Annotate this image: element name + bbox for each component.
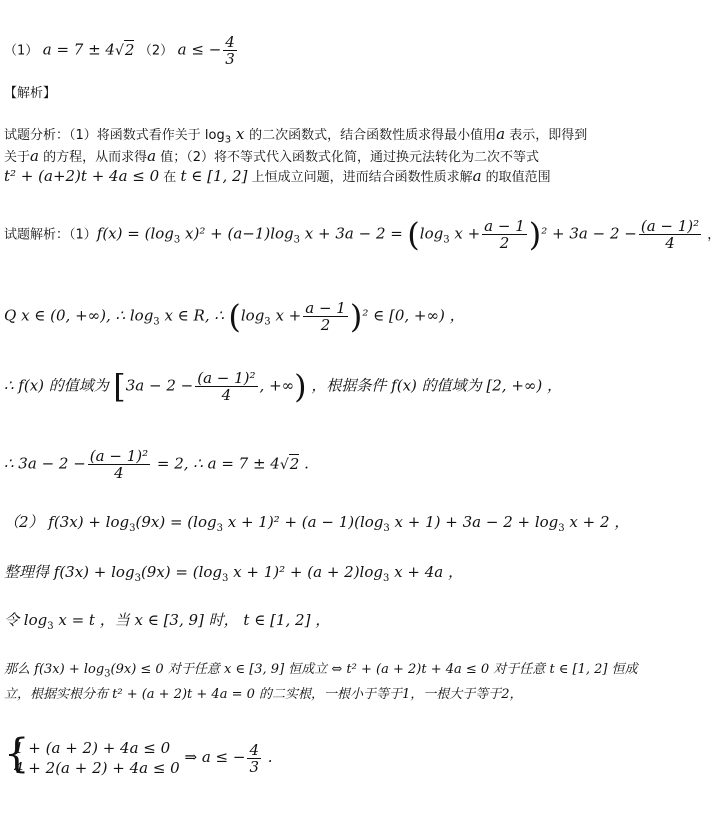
system-brace: { 1 + (a + 2) + 4a ≤ 0 4 + 2(a + 2) + 4a ≤ 0 bbox=[4, 731, 180, 777]
system-row-1: 1 + (a + 2) + 4a ≤ 0 bbox=[14, 739, 171, 757]
sqrt-symbol: √2 bbox=[279, 454, 300, 473]
answer-part2-label: （2） bbox=[138, 43, 174, 59]
answer-fraction: $\frac{4}{3}$ bbox=[225, 33, 235, 68]
fraction: $\frac{a - 1}{2}$ bbox=[305, 299, 346, 334]
solution-line-5: （2） $f(3x) + \log_3(9x) = (\log_3$ $x + 1)^2 + (a - 1)(\log_3$ $x + 1) + 3a - 2 + \log_3 x + 2$ ， bbox=[4, 513, 630, 534]
solution-line-3: ∴ f(x) 的值域为 [3a − 2 − $\frac{\text{(a − 1)²}}{4}$ , +∞) ，根据条件 f(x) 的值域为 [2, +∞) ， bbox=[4, 367, 563, 406]
answer-line bbox=[4, 34, 239, 67]
fraction: $\frac{\text{(a − 1)²}}{4}$ bbox=[640, 217, 700, 252]
answer-part1-label: （1） bbox=[4, 43, 39, 59]
analysis-line-2: 关于a 的方程，从而求得a 值；（2）将不等式代入函数式化简，通过换元法转化为二次不等式 bbox=[4, 147, 539, 165]
left-paren: ( bbox=[407, 215, 420, 254]
right-paren: ) bbox=[528, 215, 542, 254]
fraction: $\frac{a - 1}{2}$ bbox=[484, 217, 525, 252]
analysis-line-1: 试题分析：（1）将函数式看作关于 $\log_3 x$ 的二次函数式，结合函数性质求得最小值用a 表示，即得到 bbox=[4, 125, 588, 146]
answer-part1-expr: a = 7 ± 4 bbox=[42, 40, 115, 59]
analysis-line-3: t² + (a+2)t + 4a ≤ 0 在 t ∈ [1, 2] 上恒成立问题，进而结合函数性质求解a 的取值范围 bbox=[4, 167, 551, 185]
solution-line-4: ∴ 3a − 2 − $\frac{\text{(a − 1)²}}{4}$ = 2, ∴ a = 7 ± 4√2 . bbox=[4, 447, 309, 482]
solution-line-9: 立，根据实根分布 t² + (a + 2)t + 4a = 0 的二实根，一根小于等于1，一根大于等于2， bbox=[4, 687, 523, 702]
solution-line-1: 试题解析：$(1)f(x) = (\log_3$ $x)^2 + (a-1)\log_3$ $x + 3a - 2 = (\log_3$ x + $\frac{a - 1}{2}$ )² + 3a − 2 − $\frac{\text{(a − 1)²}}{4}$ ， bbox=[4, 215, 720, 254]
solution-line-2: Q x ∈ (0, +∞), ∴ $\log_3 x$ ∈ R, ∴ ($\log_3$ x + $\frac{a - 1}{2}$ )² ∈ [0, +∞) ， bbox=[4, 297, 465, 336]
fraction: $\frac{\text{(a − 1)²}}{4}$ bbox=[197, 369, 256, 404]
sqrt-symbol: √2 bbox=[114, 40, 135, 59]
inequality-system: { 1 + (a + 2) + 4a ≤ 0 4 + 2(a + 2) + 4a ≤ 0 ⇒ a ≤ − $\frac{4}{3}$ . bbox=[4, 731, 273, 777]
section-title: 【解析】 bbox=[4, 86, 57, 101]
solution-line-6: 整理得 $f(3x) + \log_3(9x) = (\log_3$ $x + 1)^2 + (a + 2)\log_3$ x + 4a ， bbox=[4, 563, 463, 584]
fraction: $\frac{4}{3}$ bbox=[249, 740, 260, 776]
answer-part2-expr: a ≤ − bbox=[177, 40, 222, 59]
fraction: $\frac{\text{(a − 1)²}}{4}$ bbox=[89, 447, 149, 482]
system-row-2: 4 + 2(a + 2) + 4a ≤ 0 bbox=[14, 759, 180, 777]
solution-line-7: 令 $\log_3 x = t$ ，当 x ∈ [3, 9] 时， t ∈ [1, 2] ， bbox=[4, 611, 331, 632]
solution-line-8: 那么 $f(3x) + \log_3(9x) \le 0$ 对于任意 x ∈ [3, 9] 恒成立 ⇔ t² + (a + 2)t + 4a ≤ 0 对于任意 t ∈ [1, 2] 恒成 bbox=[4, 662, 638, 680]
